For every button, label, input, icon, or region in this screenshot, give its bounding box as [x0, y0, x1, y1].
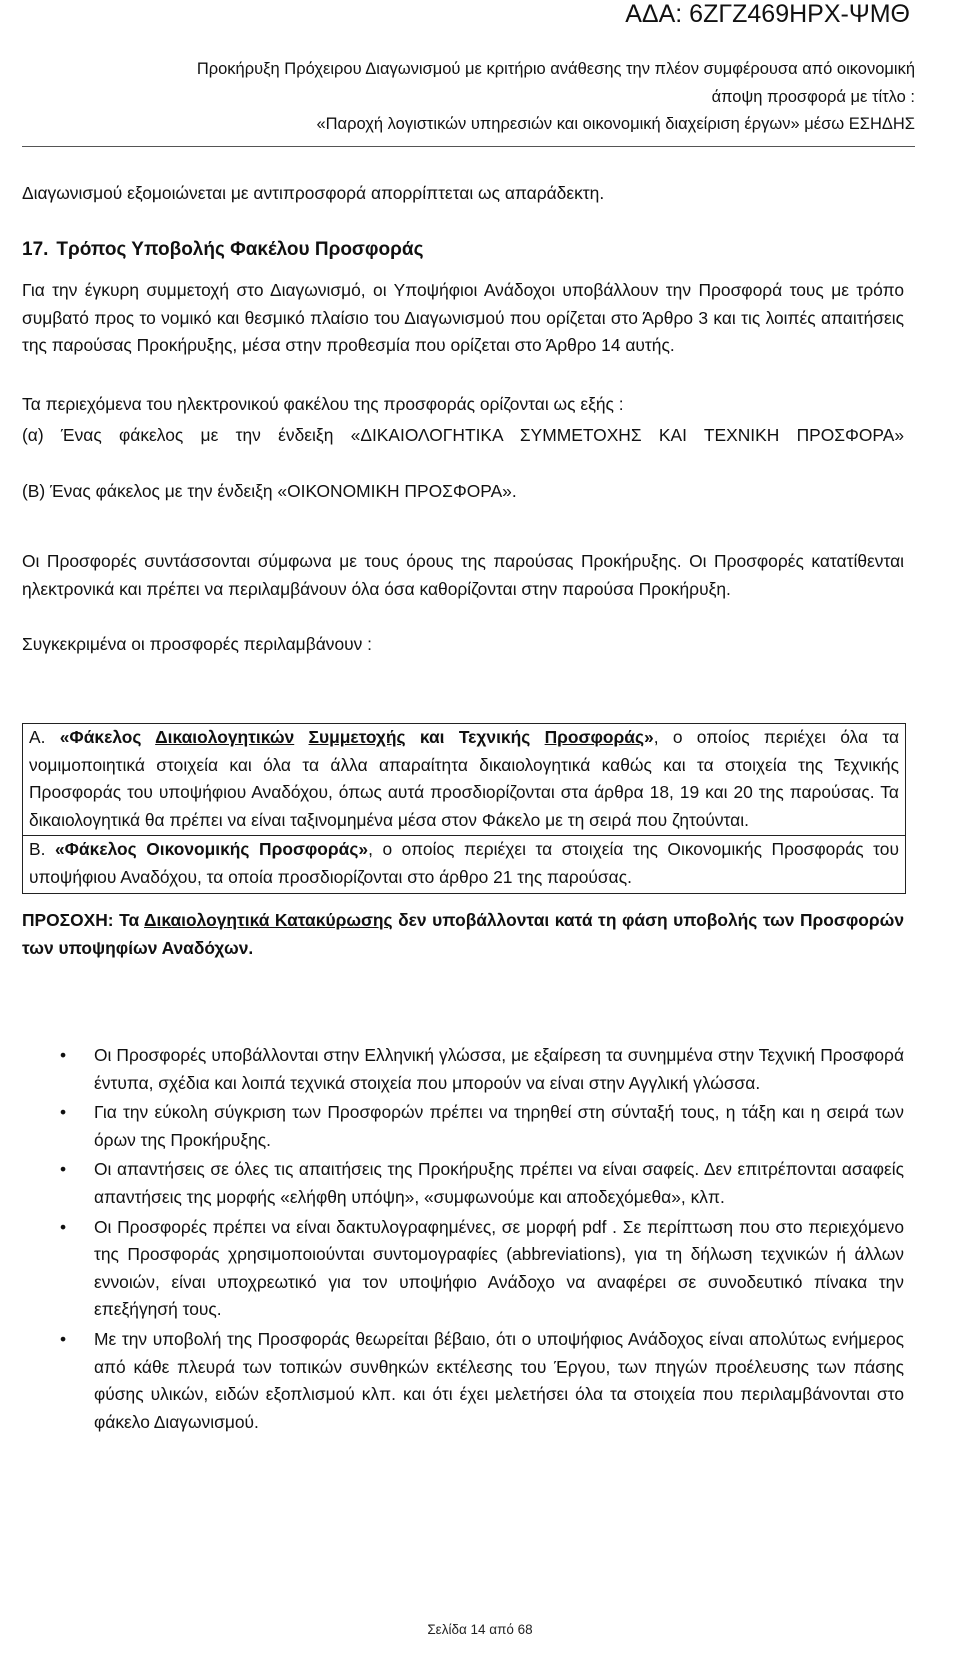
paragraph-offers: Οι Προσφορές συντάσσονται σύμφωνα με τους όρους της παρούσας Προκήρυξης. Οι Προσφορές κατατίθενται ηλεκτρονικά και πρέπει να περιλαμβάνουν όλα όσα καθορίζονται στην παρούσα Προκήρυξη.	[22, 551, 904, 599]
list-item: • Οι Προσφορές υποβάλλονται στην Ελληνική γλώσσα, με εξαίρεση τα συνημμένα στην Τεχνική Προσφορά έντυπα, σχέδια και λοιπά τεχνικά στοιχεία που μπορούν να είναι στην Αγγλική γλώσσα.	[22, 1042, 904, 1097]
header-line-2: άποψη προσφορά με τίτλο :	[711, 87, 915, 106]
list-item: • Με την υποβολή της Προσφοράς θεωρείται βέβαιο, ότι ο υποψήφιος Ανάδοχος είναι απολύτως ενήμερος από κάθε πλευρά των τοπικών συνθηκών εκτέλεσης του Έργου, των πηγών προέλευσης των πάσης φύσης υλικών, ειδών εξοπλισμού κλπ. και ότι έχει μελετήσει όλα τα στοιχεία που περιλαμβάνονται στο φάκελο Διαγωνισμού.	[22, 1326, 904, 1436]
envelope-a-cell	[22, 723, 906, 836]
envelopes-table	[22, 723, 906, 894]
paragraph-specifically: Συγκεκριμένα οι προσφορές περιλαμβάνουν :	[22, 634, 372, 654]
header-line-3: «Παροχή λογιστικών υπηρεσιών και οικονομική διαχείριση έργων» μέσω ΕΣΗΔΗΣ	[316, 115, 915, 133]
header-divider	[22, 146, 915, 147]
bullet-icon: •	[60, 1328, 67, 1349]
envelope-a-title: «Φάκελος Δικαιολογητικών Συμμετοχής και Τεχνικής Προσφοράς»	[59, 727, 654, 747]
envelope-b-title: «Φάκελος Οικονομικής Προσφοράς»	[54, 839, 369, 860]
bullet-icon: •	[60, 1102, 67, 1123]
ada-code: ΑΔΑ: 6ΖΓΖ469ΗΡΧ-ΨΜΘ	[625, 0, 910, 28]
section-number: 17.	[22, 239, 49, 260]
section-heading	[22, 236, 904, 264]
section-title: Τρόπος Υποβολής Φακέλου Προσφοράς	[56, 239, 424, 260]
requirements-list	[22, 1042, 904, 1438]
paragraph-submission: Για την έγκυρη συμμετοχή στο Διαγωνισμό, οι Υποψήφιοι Ανάδοχοι υποβάλλουν την Προσφορά τους με τρόπο συμβατό προς το νομικό και θεσμικό πλαίσιο του Διαγωνισμού που ορίζεται στο Άρθρο 3 και τις λοιπές απαιτήσεις της παρούσας Προκήρυξης, μέσα στην προθεσμία που ορίζεται στο Άρθρο 14 αυτής.	[22, 280, 904, 356]
list-item: • Οι Προσφορές πρέπει να είναι δακτυλογραφημένες, σε μορφή pdf . Σε περίπτωση που στο περιεχόμενο της Προσφοράς χρησιμοποιούνται συντομογραφίες (abbreviations), για τη δήλωση τεχνικών ή άλλων εννοιών, είναι υποχρεωτικό για τον υποψήφιο Ανάδοχο να αναφέρει σε συνοδευτικό πίνακα την επεξήγησή τους.	[22, 1214, 904, 1324]
item-b: (Β) Ένας φάκελος με την ένδειξη «ΟΙΚΟΝΟΜΙΚΗ ΠΡΟΣΦΟΡΑ».	[22, 481, 517, 501]
bullet-icon: •	[60, 1216, 67, 1237]
document-header	[22, 56, 915, 139]
page-number: Σελίδα 14 από 68	[427, 1622, 533, 1637]
envelope-b-cell	[22, 836, 906, 893]
warning-note: ΠΡΟΣΟΧΗ: Τα Δικαιολογητικά Κατακύρωσης δεν υποβάλλονται κατά τη φάση υποβολής των Προσφορών των υποψηφίων Αναδόχων.	[22, 910, 905, 958]
envelope-b-prefix: Β.	[29, 839, 55, 860]
item-a: (α) Ένας φάκελος με την ένδειξη «ΔΙΚΑΙΟΛΟΓΗΤΙΚΑ ΣΥΜΜΕΤΟΧΗΣ ΚΑΙ ΤΕΧΝΙΚΗ ΠΡΟΣΦΟΡΑ»	[22, 425, 904, 445]
list-item: • Οι απαντήσεις σε όλες τις απαιτήσεις της Προκήρυξης πρέπει να είναι σαφείς. Δεν επιτρέπονται ασαφείς απαντήσεις της μορφής «ελήφθη υπόψη», «συμφωνούμε και αποδεχόμεθα», κλπ.	[22, 1156, 904, 1211]
warning-underlined: Δικαιολογητικά Κατακύρωσης	[144, 910, 393, 930]
intro-line: Διαγωνισμού εξομοιώνεται με αντιπροσφορά απορρίπτεται ως απαράδεκτη.	[22, 183, 605, 203]
envelope-b-description: , ο οποίος περιέχει τα στοιχεία της Οικονομικής Προσφοράς του υποψήφιου Αναδόχου, τα οποία προσδιορίζονται στο άρθρο 21 της παρούσας.	[29, 839, 899, 887]
bullet-icon: •	[60, 1159, 67, 1180]
header-line-1: Προκήρυξη Πρόχειρου Διαγωνισμού με κριτήριο ανάθεσης την πλέον συμφέρουσα από οικονομική	[196, 60, 915, 78]
paragraph-contents: Τα περιεχόμενα του ηλεκτρονικού φακέλου της προσφοράς ορίζονται ως εξής :	[22, 394, 624, 414]
list-item: • Για την εύκολη σύγκριση των Προσφορών πρέπει να τηρηθεί στη σύνταξή τους, η τάξη και η σειρά των όρων της Προκήρυξης.	[22, 1099, 904, 1154]
envelope-a-prefix: Α.	[29, 727, 60, 747]
envelope-a-description: , ο οποίος περιέχει όλα τα νομιμοποιητικά στοιχεία και όλα τα άλλα απαραίτητα δικαιολογητικά καθώς και τα στοιχεία της Τεχνικής Προσφοράς του υποψήφιου Αναδόχου, όπως αυτά προσδιορίζονται στα άρθρα 18, 19 και 20 της παρούσας. Τα δικαιολογητικά θα πρέπει να είναι ταξινομημένα μέσα στον Φάκελο με τη σειρά που ζητούνται.	[29, 727, 900, 830]
bullet-icon: •	[60, 1045, 67, 1065]
